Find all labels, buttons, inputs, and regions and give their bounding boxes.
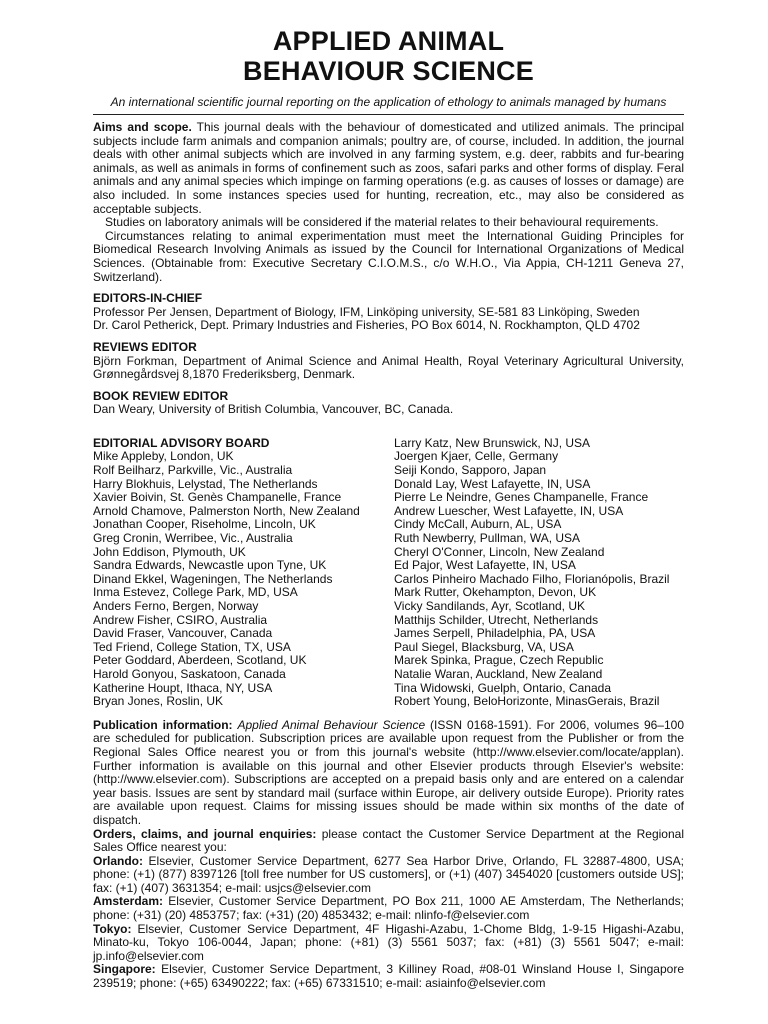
office-text: Elsevier, Customer Service Department, 6277 Sea Harbor Drive, Orlando, FL 32887-4800, USA; phone: (+1) (877) 8397126 [toll free number for US customers], or (+1) (407) 3454020 [customers outside US]; fax: (+1) (407) 3631354; e-mail: usjcs@elsevier.com (93, 853, 684, 895)
advisory-board-member: Anders Ferno, Bergen, Norway (93, 599, 259, 613)
advisory-board-member: Mark Rutter, Okehampton, Devon, UK (394, 585, 597, 600)
advisory-board-member: John Eddison, Plymouth, UK (93, 544, 246, 559)
aims-text-3: Circumstances relating to animal experimentation must meet the International Guiding Principles for Biomedical Research Involving Animals as issued by the Council for International Organizations of Medical Sciences. (Obtainable from: Executive Secretary C.I.O.M.S., c/o W.H.O., Via Appia, CH-1211 Geneva 27, Switzerland). (93, 228, 684, 284)
journal-page (93, 26, 684, 991)
advisory-board-member: Dinand Ekkel, Wageningen, The Netherlands (93, 571, 333, 586)
orders-paragraph (93, 828, 684, 855)
advisory-board-member: Larry Katz, New Brunswick, NJ, USA (394, 435, 591, 450)
advisory-board-member: Joergen Kjaer, Celle, Germany (394, 449, 559, 464)
office-label: Amsterdam: (93, 894, 164, 909)
advisory-board-member: Jonathan Cooper, Riseholme, Lincoln, UK (93, 517, 316, 532)
editor-in-chief-2: Dr. Carol Petherick, Dept. Primary Industries and Fisheries, PO Box 6014, N. Rockhampton, QLD 4702 (93, 318, 640, 333)
editor-in-chief-1: Professor Per Jensen, Department of Biology, IFM, Linköping university, SE-581 83 Linköping, Sweden (93, 304, 640, 319)
aims-paragraph (93, 121, 684, 216)
advisory-board-member: Ed Pajor, West Lafayette, IN, USA (394, 558, 576, 573)
advisory-board-member: Bryan Jones, Roslin, UK (93, 694, 224, 709)
publication-information (93, 719, 684, 828)
journal-title (93, 26, 684, 86)
advisory-board-member: Cindy McCall, Auburn, AL, USA (394, 517, 562, 532)
advisory-board-member: Tina Widowski, Guelph, Ontario, Canada (394, 680, 611, 695)
orders-text: please contact the Customer Service Department at the Regional Sales Office nearest you: (93, 826, 684, 855)
advisory-board-right-list (394, 437, 684, 709)
advisory-board-member: Carlos Pinheiro Machado Filho, Florianópolis, Brazil (394, 571, 670, 586)
editors-in-chief-heading: EDITORS-IN-CHIEF (93, 291, 203, 306)
office-label: Orlando: (93, 853, 143, 868)
advisory-board-member: Donald Lay, West Lafayette, IN, USA (394, 476, 591, 491)
advisory-board-member: Harold Gonyou, Saskatoon, Canada (93, 666, 286, 681)
advisory-board-member: Andrew Luescher, West Lafayette, IN, USA (394, 503, 624, 518)
publication-label: Publication information: (93, 717, 233, 732)
advisory-board-member: Katherine Houpt, Ithaca, NY, USA (93, 680, 273, 695)
advisory-board-member: Xavier Boivin, St. Genès Champanelle, France (93, 490, 342, 505)
advisory-board-member: Ted Friend, College Station, TX, USA (93, 639, 291, 654)
advisory-board-member: Ruth Newberry, Pullman, WA, USA (394, 531, 581, 546)
advisory-board-member: Natalie Waran, Auckland, New Zealand (394, 666, 603, 681)
advisory-board-member: Matthijs Schilder, Utrecht, Netherlands (394, 612, 599, 627)
reviews-editor-text: Björn Forkman, Department of Animal Science and Animal Health, Royal Veterinary Agricultural University, Grønnegårdsvej 8,1870 Frederiksberg, Denmark. (93, 353, 684, 382)
book-review-editor-text: Dan Weary, University of British Columbia, Vancouver, BC, Canada. (93, 402, 454, 417)
aims-text-1: This journal deals with the behaviour of domesticated and utilized animals. The principal subjects include farm animals and companion animals; poultry are, of course, included. In addition, the journal deals with other animal subjects which are involved in any farming system, e.g. deer, rabbits and fur-bearing animals, as well as animals in forms of confinement such as zoos, safari parks and other forms of display. Feral animals and any animal species which impinge on farming operations (e.g. as causes of losses or damage) are also included. In some instances species used for hunting, recreation, etc., may also be considered as acceptable subjects. (93, 120, 684, 216)
advisory-board-member: Seiji Kondo, Sapporo, Japan (394, 463, 547, 478)
advisory-board-left-list (93, 450, 393, 708)
advisory-board-left-column (93, 437, 393, 709)
advisory-board-member: Rolf Beilharz, Parkville, Vic., Australia (93, 463, 293, 478)
advisory-board-member: Robert Young, BeloHorizonte, MinasGerais, Brazil (394, 694, 660, 709)
advisory-board-member: Marek Spinka, Prague, Czech Republic (394, 653, 604, 668)
advisory-board-member: Harry Blokhuis, Lelystad, The Netherlands (93, 476, 318, 491)
advisory-board-member: Cheryl O'Conner, Lincoln, New Zealand (394, 544, 605, 559)
journal-subtitle: An international scientific journal reporting on the application of ethology to animals managed by humans (110, 95, 667, 109)
office-label: Singapore: (93, 962, 156, 977)
office-text: Elsevier, Customer Service Department, 4F Higashi-Azabu, 1-Chome Bldg, 1-9-15 Higashi-Azabu, Minato-ku, Tokyo 106-0044, Japan; phone: (+81) (3) 5561 5037; fax: (+81) (3) 5561 5047; e-mail: jp.info@elsevier.com (93, 921, 684, 963)
advisory-board-member: Arnold Chamove, Palmerston North, New Zealand (93, 503, 360, 518)
publication-journal-name: Applied Animal Behaviour Science (237, 717, 426, 732)
office-amsterdam (93, 895, 684, 922)
advisory-board-member: Andrew Fisher, CSIRO, Australia (93, 612, 268, 627)
office-label: Tokyo: (93, 921, 132, 936)
advisory-board-heading: EDITORIAL ADVISORY BOARD (93, 435, 270, 450)
advisory-board-right-column (394, 437, 684, 709)
advisory-board-member: Mike Appleby, London, UK (93, 449, 234, 464)
advisory-board-member: James Serpell, Philadelphia, PA, USA (394, 626, 596, 641)
office-orlando (93, 855, 684, 896)
aims-label: Aims and scope. (93, 120, 192, 134)
advisory-board-member: Pierre Le Neindre, Genes Champanelle, France (394, 490, 649, 505)
office-tokyo (93, 923, 684, 964)
advisory-board-member: Vicky Sandilands, Ayr, Scotland, UK (394, 599, 585, 613)
office-text: Elsevier, Customer Service Department, PO Box 211, 1000 AE Amsterdam, The Netherlands; phone: (+31) (20) 4853757; fax: (+31) (20) 4853432; e-mail: nlinfo-f@elsevier.com (93, 894, 684, 923)
office-text: Elsevier, Customer Service Department, 3 Killiney Road, #08-01 Winsland House I, Singapore 239519; phone: (+65) 63490222; fax: (+65) 67331510; e-mail: asiainfo@elsevier.com (93, 962, 684, 991)
advisory-board (93, 437, 684, 709)
book-review-editor-heading: BOOK REVIEW EDITOR (93, 388, 229, 403)
reviews-editor-heading: REVIEWS EDITOR (93, 339, 197, 354)
publication-text: (ISSN 0168-1591). For 2006, volumes 96–100 are scheduled for publication. Subscription prices are available upon request from the Publisher or from the Regional Sales Office nearest you or from this journal's website (http://www.elsevier.com/locate/applan). Further information is available on this journal and other Elsevier products through Elsevier's website: (http://www.elsevier.com). Subscriptions are accepted on a prepaid basis only and are entered on a calendar year basis. Issues are sent by standard mail (surface within Europe, air delivery outside Europe). Priority rates are available upon request. Claims for missing issues should be made within six months of the date of dispatch. (93, 717, 685, 827)
advisory-board-member: Greg Cronin, Werribee, Vic., Australia (93, 531, 293, 546)
office-singapore (93, 963, 684, 990)
title-line-1: APPLIED ANIMAL (272, 26, 505, 56)
advisory-board-member: Peter Goddard, Aberdeen, Scotland, UK (93, 653, 307, 668)
title-line-2: BEHAVIOUR SCIENCE (243, 56, 534, 86)
orders-label: Orders, claims, and journal enquiries: (93, 826, 317, 841)
advisory-board-member: Sandra Edwards, Newcastle upon Tyne, UK (93, 558, 327, 573)
aims-text-2: Studies on laboratory animals will be considered if the material relates to their behavioural requirements. (105, 215, 659, 230)
advisory-board-member: Paul Siegel, Blacksburg, VA, USA (394, 639, 574, 654)
advisory-board-member: David Fraser, Vancouver, Canada (93, 626, 273, 641)
advisory-board-member: Inma Estevez, College Park, MD, USA (93, 585, 298, 600)
title-divider (93, 114, 684, 115)
